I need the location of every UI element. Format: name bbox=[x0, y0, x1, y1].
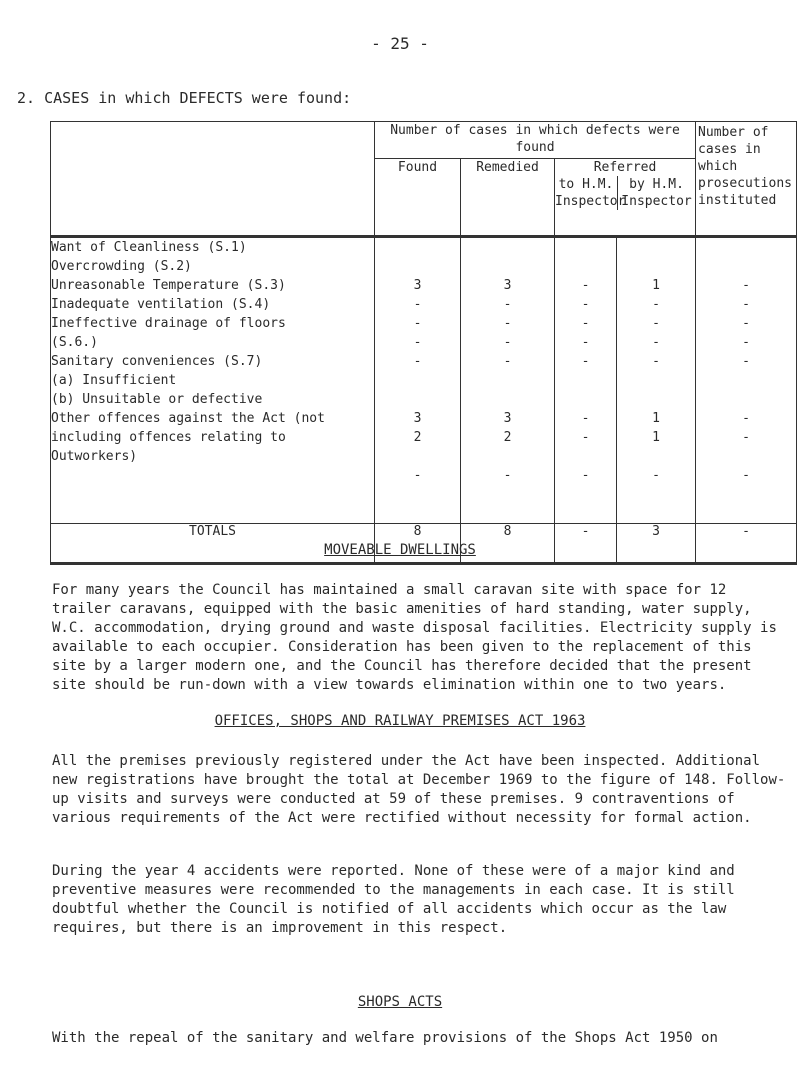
row-labels bbox=[51, 237, 375, 524]
offices-para-2: During the year 4 accidents were reported. None of these were of a major kind and preventive measures were recommended to the managements in each case. It is still doubtful whether the Council is notified of all accidents which occur as the law requires, but there is an improvement in this respect. bbox=[52, 863, 744, 936]
header-by-hmi: by H.M. Inspector bbox=[621, 177, 692, 209]
header-referred: Referred to H.M. Inspector by H.M. Inspector bbox=[555, 159, 696, 237]
prosecutions-column: - - - - - - - - bbox=[696, 237, 797, 524]
totals-to-hmi: - bbox=[555, 524, 617, 564]
remedied-column: 3 - - - - 3 2 - bbox=[461, 237, 555, 524]
offices-para-1: All the premises previously registered under the Act have been inspected. Additional new registrations have brought the total at December 1969 to the figure of 148. Follow-up visits and surveys were conducted at 59 of these premises. 9 contraventions of various requirements of the Act were rectified without necessity for formal action. bbox=[52, 753, 786, 826]
defects-table bbox=[50, 121, 797, 565]
row-label: Ineffective drainage of floors (S.6.) bbox=[51, 316, 286, 350]
row-label: Overcrowding (S.2) bbox=[51, 259, 192, 274]
totals-remedied: 8 bbox=[461, 524, 555, 564]
row-label: Want of Cleanliness (S.1) bbox=[51, 240, 247, 255]
section-heading: 2. CASES in which DEFECTS were found: bbox=[17, 89, 352, 107]
totals-prosecutions: - bbox=[696, 524, 797, 564]
totals-found: 8 bbox=[375, 524, 461, 564]
row-label: Sanitary conveniences (S.7) bbox=[51, 354, 263, 369]
row-label: Inadequate ventilation (S.4) bbox=[51, 297, 271, 312]
by-hmi-column: 1 - - - - 1 1 - bbox=[617, 237, 696, 524]
found-column: 3 - - - - 3 2 - bbox=[375, 237, 461, 524]
moveable-dwellings-text: For many years the Council has maintained a small caravan site with space for 12 trailer caravans, equipped with the basic amenities of hard standing, water supply, W.C. accommodation, drying ground and waste disposal facilities. Electricity supply is available to each occupier. Consideration has been given to the replacement of this site by a larger modern one, and the Council has therefore decided that the present site should be run-down with a view towards elimination within one to two years. bbox=[52, 582, 786, 693]
page-number: - 25 - bbox=[371, 34, 429, 53]
header-prosecutions: Number of cases in which prosecutions instituted bbox=[696, 122, 797, 237]
row-label: (a) Insufficient bbox=[51, 373, 177, 388]
header-blank bbox=[51, 122, 375, 237]
totals-label: TOTALS bbox=[51, 524, 375, 564]
row-label: (b) Unsuitable or defective bbox=[51, 392, 263, 407]
header-defects-group: Number of cases in which defects were found bbox=[375, 122, 696, 159]
header-to-hmi: to H.M. Inspector bbox=[555, 177, 626, 209]
moveable-dwellings-heading: MOVEABLE DWELLINGS bbox=[324, 542, 476, 558]
offices-act-heading: OFFICES, SHOPS AND RAILWAY PREMISES ACT 1963 bbox=[214, 713, 586, 729]
header-found: Found bbox=[375, 159, 461, 237]
header-remedied: Remedied bbox=[461, 159, 555, 237]
row-label: Other offences against the Act (not including offences relating to Outworkers) bbox=[51, 411, 325, 464]
shops-acts-text: With the repeal of the sanitary and welfare provisions of the Shops Act 1950 on bbox=[52, 1030, 718, 1046]
shops-acts-heading: SHOPS ACTS bbox=[357, 994, 443, 1010]
to-hmi-column: - - - - - - - - bbox=[555, 237, 617, 524]
row-label: Unreasonable Temperature (S.3) bbox=[51, 278, 286, 293]
totals-by-hmi: 3 bbox=[617, 524, 696, 564]
